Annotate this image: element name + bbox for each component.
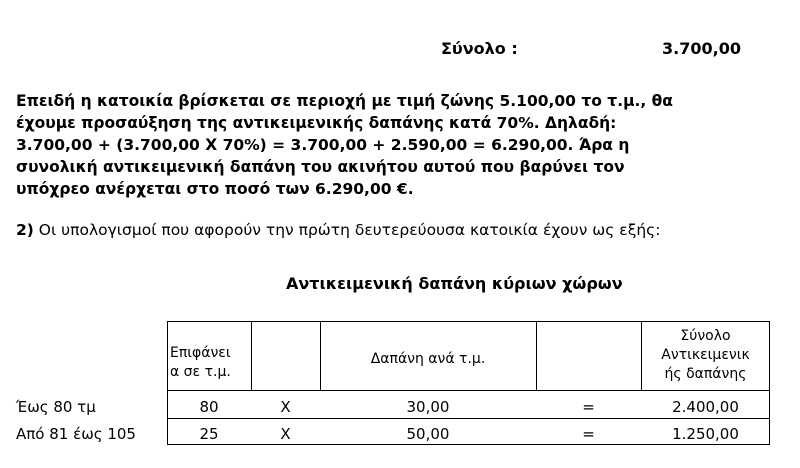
table-header-divider <box>167 390 770 391</box>
table-border-top <box>167 321 770 322</box>
cell-cost: 30,00 <box>406 398 450 416</box>
paragraph-line: υπόχρεο ανέρχεται στο ποσό των 6.290,00 €. <box>16 180 414 198</box>
table-col-divider <box>536 321 537 391</box>
row-label: Από 81 έως 105 <box>16 425 136 443</box>
cell-cost: 50,00 <box>406 425 450 443</box>
cost-explanation-paragraph <box>16 90 791 200</box>
cell-equals: = <box>582 398 595 416</box>
header-total: Σύνολο Αντικειμενικ ής δαπάνης <box>661 328 750 382</box>
calculation-intro <box>16 221 660 239</box>
cell-area: 25 <box>199 425 219 443</box>
table-border-bottom <box>167 444 770 445</box>
paragraph-line: έχουμε προσαύξηση της αντικειμενικής δαπάνης κατά 70%. Δηλαδή: <box>16 114 617 132</box>
paragraph-line: συνολική αντικειμενική δαπάνη του ακινήτου αυτού που βαρύνει τον <box>16 158 625 176</box>
table-title: Αντικειμενική δαπάνη κύριων χώρων <box>286 274 623 293</box>
row-label: Έως 80 τμ <box>16 398 96 416</box>
paragraph-line: Επειδή η κατοικία βρίσκεται σε περιοχή με τιμή ζώνης 5.100,00 το τ.μ., θα <box>16 92 673 110</box>
paragraph-line: 3.700,00 + (3.700,00 Χ 70%) = 3.700,00 + 2.590,00 = 6.290,00. Άρα η <box>16 136 630 154</box>
total-label: Σύνολο : <box>441 39 518 58</box>
cell-equals: = <box>582 425 595 443</box>
cell-area: 80 <box>199 398 219 416</box>
intro-text: Οι υπολογισμοί που αφορούν την πρώτη δευτερεύουσα κατοικία έχουν ως εξής: <box>33 221 661 239</box>
cell-operator: Χ <box>280 398 291 416</box>
header-cost-per-sqm: Δαπάνη ανά τ.μ. <box>370 351 486 367</box>
cell-total: 2.400,00 <box>672 398 739 416</box>
item-number: 2) <box>16 221 34 239</box>
table-col-divider <box>251 321 252 391</box>
table-row-divider <box>167 418 770 419</box>
total-value: 3.700,00 <box>662 39 741 58</box>
header-area: Επιφάνει α σε τ.μ. <box>170 345 231 380</box>
cell-total: 1.250,00 <box>672 425 739 443</box>
cell-operator: Χ <box>280 425 291 443</box>
